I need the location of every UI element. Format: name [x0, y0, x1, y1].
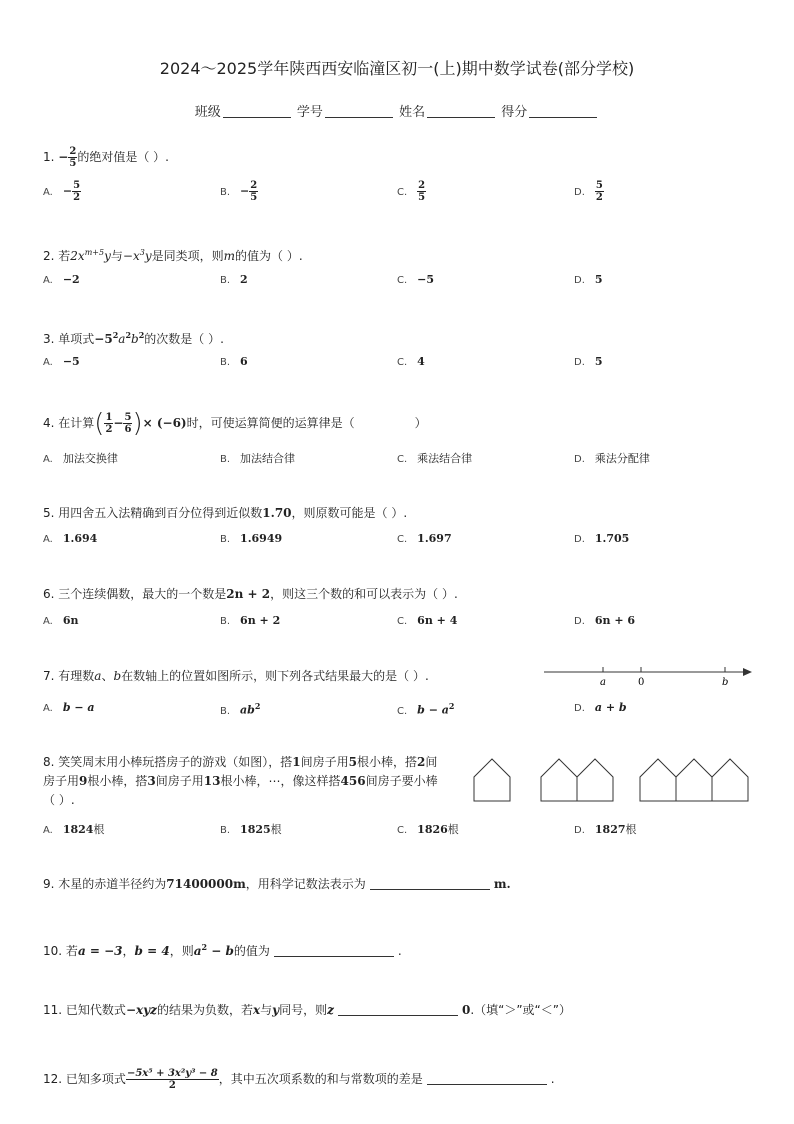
text: ） [414, 416, 427, 430]
option-b[interactable]: B. $ab^2$ [220, 701, 261, 717]
name-blank[interactable] [427, 105, 495, 118]
text: m. [493, 877, 511, 891]
score-label: 得分 [501, 105, 528, 120]
math-expr: −x [122, 249, 140, 263]
question-7 [43, 667, 429, 685]
math-expr: × (−6) [142, 416, 187, 430]
question-text: 的绝对值是（ ）. [77, 150, 169, 164]
question-1 [43, 146, 169, 169]
question-8-line-3: （ ）. [43, 793, 75, 807]
house-3 [640, 759, 748, 801]
question-number: 6. [43, 587, 55, 601]
question-number: 1. [43, 150, 55, 164]
text: 若 [65, 944, 78, 958]
option-b[interactable]: B. 2 [220, 273, 248, 286]
math-expr: −xyz [125, 1003, 157, 1017]
text: 同号，则 [279, 1003, 328, 1017]
option-b[interactable]: B. 1.6949 [220, 532, 283, 545]
option-b[interactable]: B. 6n + 2 [220, 614, 281, 627]
math-expr: 2x [70, 249, 85, 263]
option-d[interactable]: D. 乘法分配律 [574, 452, 650, 465]
answer-blank[interactable] [274, 944, 394, 957]
question-12 [43, 1062, 555, 1096]
text: 单项式 [58, 332, 95, 346]
math-expr: 1.70 [262, 506, 292, 520]
math-expr: 2n + 2 [226, 587, 271, 601]
exponent: 3 [139, 248, 145, 257]
label-zero: 0 [638, 677, 645, 688]
text: 与 [110, 249, 123, 263]
answer-blank[interactable] [370, 877, 490, 890]
option-d[interactable]: D. 1827根 [574, 823, 637, 836]
text: 在计算 [58, 416, 95, 430]
question-number: 2. [43, 249, 55, 263]
exponent: 2 [138, 330, 145, 340]
math-expr: a [94, 669, 102, 683]
question-number: 7. [43, 669, 55, 683]
option-a[interactable]: A. −2 [43, 273, 80, 286]
text: 已知多项式 [65, 1072, 126, 1086]
math-expr: − [113, 416, 124, 430]
question-number: 3. [43, 332, 55, 346]
house-2 [541, 759, 613, 801]
option-c[interactable]: C. 1826根 [397, 823, 459, 836]
question-5 [43, 504, 407, 522]
math-expr: b [113, 669, 122, 683]
text: 木星的赤道半径约为 [58, 877, 167, 891]
option-a[interactable]: A. b − a [43, 701, 95, 714]
text: . [397, 944, 402, 958]
text: 用四舍五入法精确到百分位得到近似数 [58, 506, 263, 520]
text: 的值为 [233, 944, 270, 958]
text: ， [122, 944, 135, 958]
exponent: m+5 [84, 248, 105, 257]
number-line-figure [540, 660, 755, 690]
name-label: 姓名 [399, 105, 426, 120]
math-expr: a = −3 [77, 944, 123, 958]
question-9 [43, 875, 511, 893]
question-number: 9. [43, 877, 55, 891]
fraction: $\frac{\text{−5x⁵ + 3x²y³ − 8}}{2}$ [126, 1068, 218, 1091]
axis-arrow [743, 668, 752, 676]
option-a[interactable]: A. −5 [43, 355, 80, 368]
option-a[interactable]: A. 6n [43, 614, 79, 627]
answer-blank[interactable] [338, 1003, 458, 1016]
option-d[interactable]: D. a + b [574, 701, 627, 714]
math-expr: 0 [461, 1003, 471, 1017]
fraction: $\frac{2}{5}$ [69, 146, 77, 169]
text: 的值为（ ）. [235, 249, 303, 263]
option-c[interactable]: C. 4 [397, 355, 425, 368]
text: ，则原数可能是（ ）. [291, 506, 408, 520]
option-b[interactable]: B. 加法结合律 [220, 452, 296, 465]
student-info-line [0, 101, 794, 120]
text: 三个连续偶数，最大的一个数是 [58, 587, 227, 601]
text: ，则 [169, 944, 194, 958]
option-d[interactable]: D. 6n + 6 [574, 614, 636, 627]
option-d[interactable]: D. $\frac{5}{2}$ [574, 180, 603, 203]
math-expr: b = 4 [134, 944, 170, 958]
option-b[interactable]: B. − $\frac{2}{5}$ [220, 180, 258, 203]
page-title: 2024～2025学年陕西西安临潼区初一(上)期中数学试卷(部分学校) [159, 59, 635, 78]
text: 是同类项，则 [151, 249, 224, 263]
score-blank[interactable] [529, 105, 597, 118]
text: 时，可使运算简便的运算律是（ [186, 416, 355, 430]
option-a[interactable]: A. 1824根 [43, 823, 105, 836]
question-8 [43, 753, 438, 810]
text: .（填“＞”或“＜”） [470, 1003, 571, 1017]
math-expr: y [144, 249, 152, 263]
exponent: 2 [201, 942, 208, 952]
math-expr: x [252, 1003, 261, 1017]
id-blank[interactable] [325, 105, 393, 118]
label-b: b [722, 677, 729, 688]
option-a[interactable]: A. 1.694 [43, 532, 98, 545]
text: ，用科学记数法表示为 [245, 877, 366, 891]
math-expr: −5 [94, 332, 113, 346]
math-expr: y [104, 249, 111, 263]
text: 有理数 [58, 669, 95, 683]
option-c[interactable]: C. 6n + 4 [397, 614, 458, 627]
text: ，其中五次项系数的和与常数项的差是 [218, 1072, 423, 1086]
math-expr: b [131, 332, 139, 346]
math-expr: − b [207, 944, 234, 958]
option-c[interactable]: C. −5 [397, 273, 435, 286]
text: 在数轴上的位置如图所示，则下列各式结果最大的是（ ）. [121, 669, 429, 683]
option-d[interactable]: D. 5 [574, 273, 603, 286]
class-blank[interactable] [223, 105, 291, 118]
text: 的结果为负数，若 [156, 1003, 253, 1017]
text: 已知代数式 [65, 1003, 126, 1017]
question-number: 5. [43, 506, 55, 520]
question-8-line-2: 房子用9根小棒，搭3间房子用13根小棒，⋯，像这样搭456间房子要小棒 [43, 774, 438, 788]
houses-figure [470, 755, 750, 805]
question-4 [43, 406, 427, 441]
fraction: $\frac{5}{6}$ [124, 412, 132, 435]
math-expr: z [327, 1003, 334, 1017]
id-label: 学号 [296, 105, 323, 120]
question-number: 10. [43, 944, 63, 958]
text: ，则这三个数的和可以表示为（ ）. [270, 587, 458, 601]
option-a[interactable]: A. 加法交换律 [43, 452, 118, 465]
question-10 [43, 938, 402, 960]
question-6 [43, 585, 458, 603]
question-number: 11. [43, 1003, 63, 1017]
math-expr: − [58, 150, 69, 164]
option-b[interactable]: B. 6 [220, 355, 248, 368]
math-expr: a [193, 944, 202, 958]
question-2 [43, 244, 303, 265]
option-c[interactable]: C. 乘法结合律 [397, 452, 473, 465]
text: 若 [58, 249, 71, 263]
house-1 [474, 759, 510, 801]
question-11 [43, 1001, 571, 1019]
question-number: 12. [43, 1072, 63, 1086]
question-8-line-1: 8. 笑笑周末用小棒玩搭房子的游戏（如图），搭1间房子用5根小棒，搭2间 [43, 755, 438, 769]
answer-blank[interactable] [427, 1072, 547, 1085]
fraction: $\frac{1}{2}$ [105, 412, 113, 435]
paren: ( [94, 408, 105, 439]
exponent: 2 [125, 330, 132, 340]
text: 与 [260, 1003, 273, 1017]
math-expr: m [223, 249, 235, 263]
option-d[interactable]: D. 5 [574, 355, 603, 368]
text: 、 [101, 669, 114, 683]
question-3 [43, 326, 224, 348]
math-expr: 71400000m [166, 877, 246, 891]
text: . [550, 1072, 555, 1086]
math-expr: a [118, 332, 126, 346]
question-number: 4. [43, 416, 55, 430]
paren: ) [132, 408, 143, 439]
option-d[interactable]: D. 1.705 [574, 532, 630, 545]
option-c[interactable]: C. 1.697 [397, 532, 452, 545]
option-c[interactable]: C. $\frac{2}{5}$ [397, 180, 426, 203]
exponent: 2 [112, 330, 119, 340]
label-a: a [600, 677, 606, 688]
option-c[interactable]: C. $b - a^2$ [397, 701, 455, 717]
math-expr: y [272, 1003, 280, 1017]
class-label: 班级 [194, 105, 221, 120]
option-a[interactable]: A. − $\frac{5}{2}$ [43, 180, 81, 203]
text: 的次数是（ ）. [144, 332, 224, 346]
option-b[interactable]: B. 1825根 [220, 823, 282, 836]
